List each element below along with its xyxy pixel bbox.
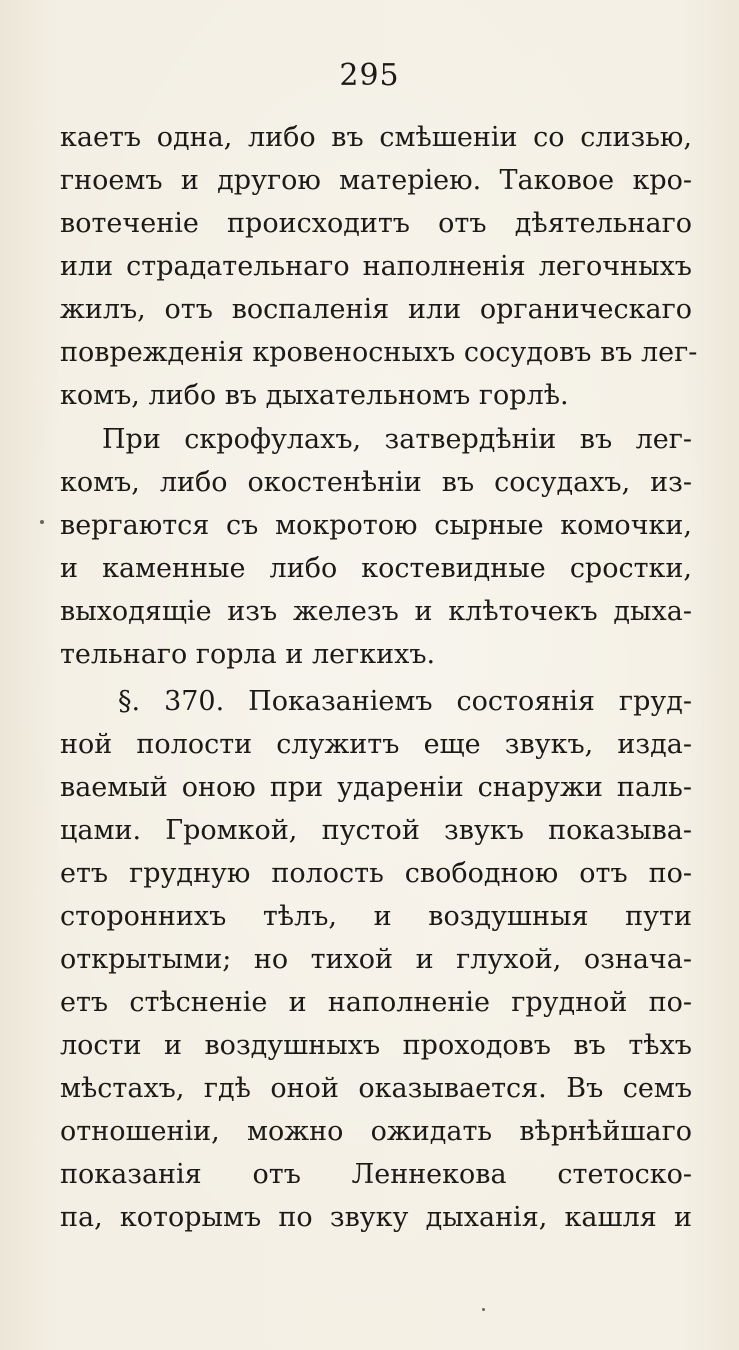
text-line: §. 370. Показаніемъ состоянія груд- <box>118 686 692 717</box>
text-line: цами. Громкой, пустой звукъ показыва- <box>60 815 692 846</box>
text-line: комъ, либо окостенѣніи въ сосудахъ, из- <box>60 467 692 498</box>
text-line: показанія отъ Леннекова стетоско- <box>60 1159 692 1190</box>
paragraph-1 <box>60 116 698 417</box>
paragraph-3 <box>60 680 692 1239</box>
text-line: При скрофулахъ, затвердѣніи въ лег- <box>102 424 692 455</box>
paper-speck <box>482 1308 485 1311</box>
text-line: комъ, либо въ дыхательномъ горлѣ. <box>60 380 569 411</box>
text-line: етъ стѣсненіе и наполненіе грудной по- <box>60 987 692 1018</box>
text-line: вотеченіе происходитъ отъ дѣятельнаго <box>60 208 692 239</box>
text-line: или страдательнаго наполненія легочныхъ <box>60 251 692 282</box>
text-line: мѣстахъ, гдѣ оной оказывается. Въ семъ <box>60 1073 692 1104</box>
paper-speck <box>40 520 44 524</box>
text-line: ваемый оною при удареніи снаружи паль- <box>60 772 692 803</box>
text-line: выходящіе изъ железъ и клѣточекъ дыха- <box>60 596 692 627</box>
text-line: поврежденія кровеносныхъ сосудовъ въ лег- <box>60 337 698 368</box>
text-line: вергаются съ мокротою сырные комочки, <box>60 510 692 541</box>
text-line: па, которымъ по звуку дыханія, кашля и <box>60 1202 692 1233</box>
text-line: лости и воздушныхъ проходовъ въ тѣхъ <box>60 1030 692 1061</box>
text-line: ной полости служитъ еще звукъ, изда- <box>60 729 692 760</box>
text-line: стороннихъ тѣлъ, и воздушныя пути <box>60 901 692 932</box>
text-line: тельнаго горла и легкихъ. <box>60 639 436 670</box>
paragraph-2 <box>60 418 692 676</box>
text-line: жилъ, отъ воспаленія или органическаго <box>60 294 692 325</box>
text-line: гноемъ и другою матеріею. Таковое кро- <box>60 165 692 196</box>
page-number: 295 <box>339 58 400 93</box>
text-line: етъ грудную полость свободною отъ по- <box>60 858 692 889</box>
text-line: отношеніи, можно ожидать вѣрнѣйшаго <box>60 1116 692 1147</box>
text-line: и каменные либо костевидные сростки, <box>60 553 692 584</box>
text-line: каетъ одна, либо въ смѣшеніи со слизью, <box>60 122 692 153</box>
text-line: открытыми; но тихой и глухой, означа- <box>60 944 692 975</box>
